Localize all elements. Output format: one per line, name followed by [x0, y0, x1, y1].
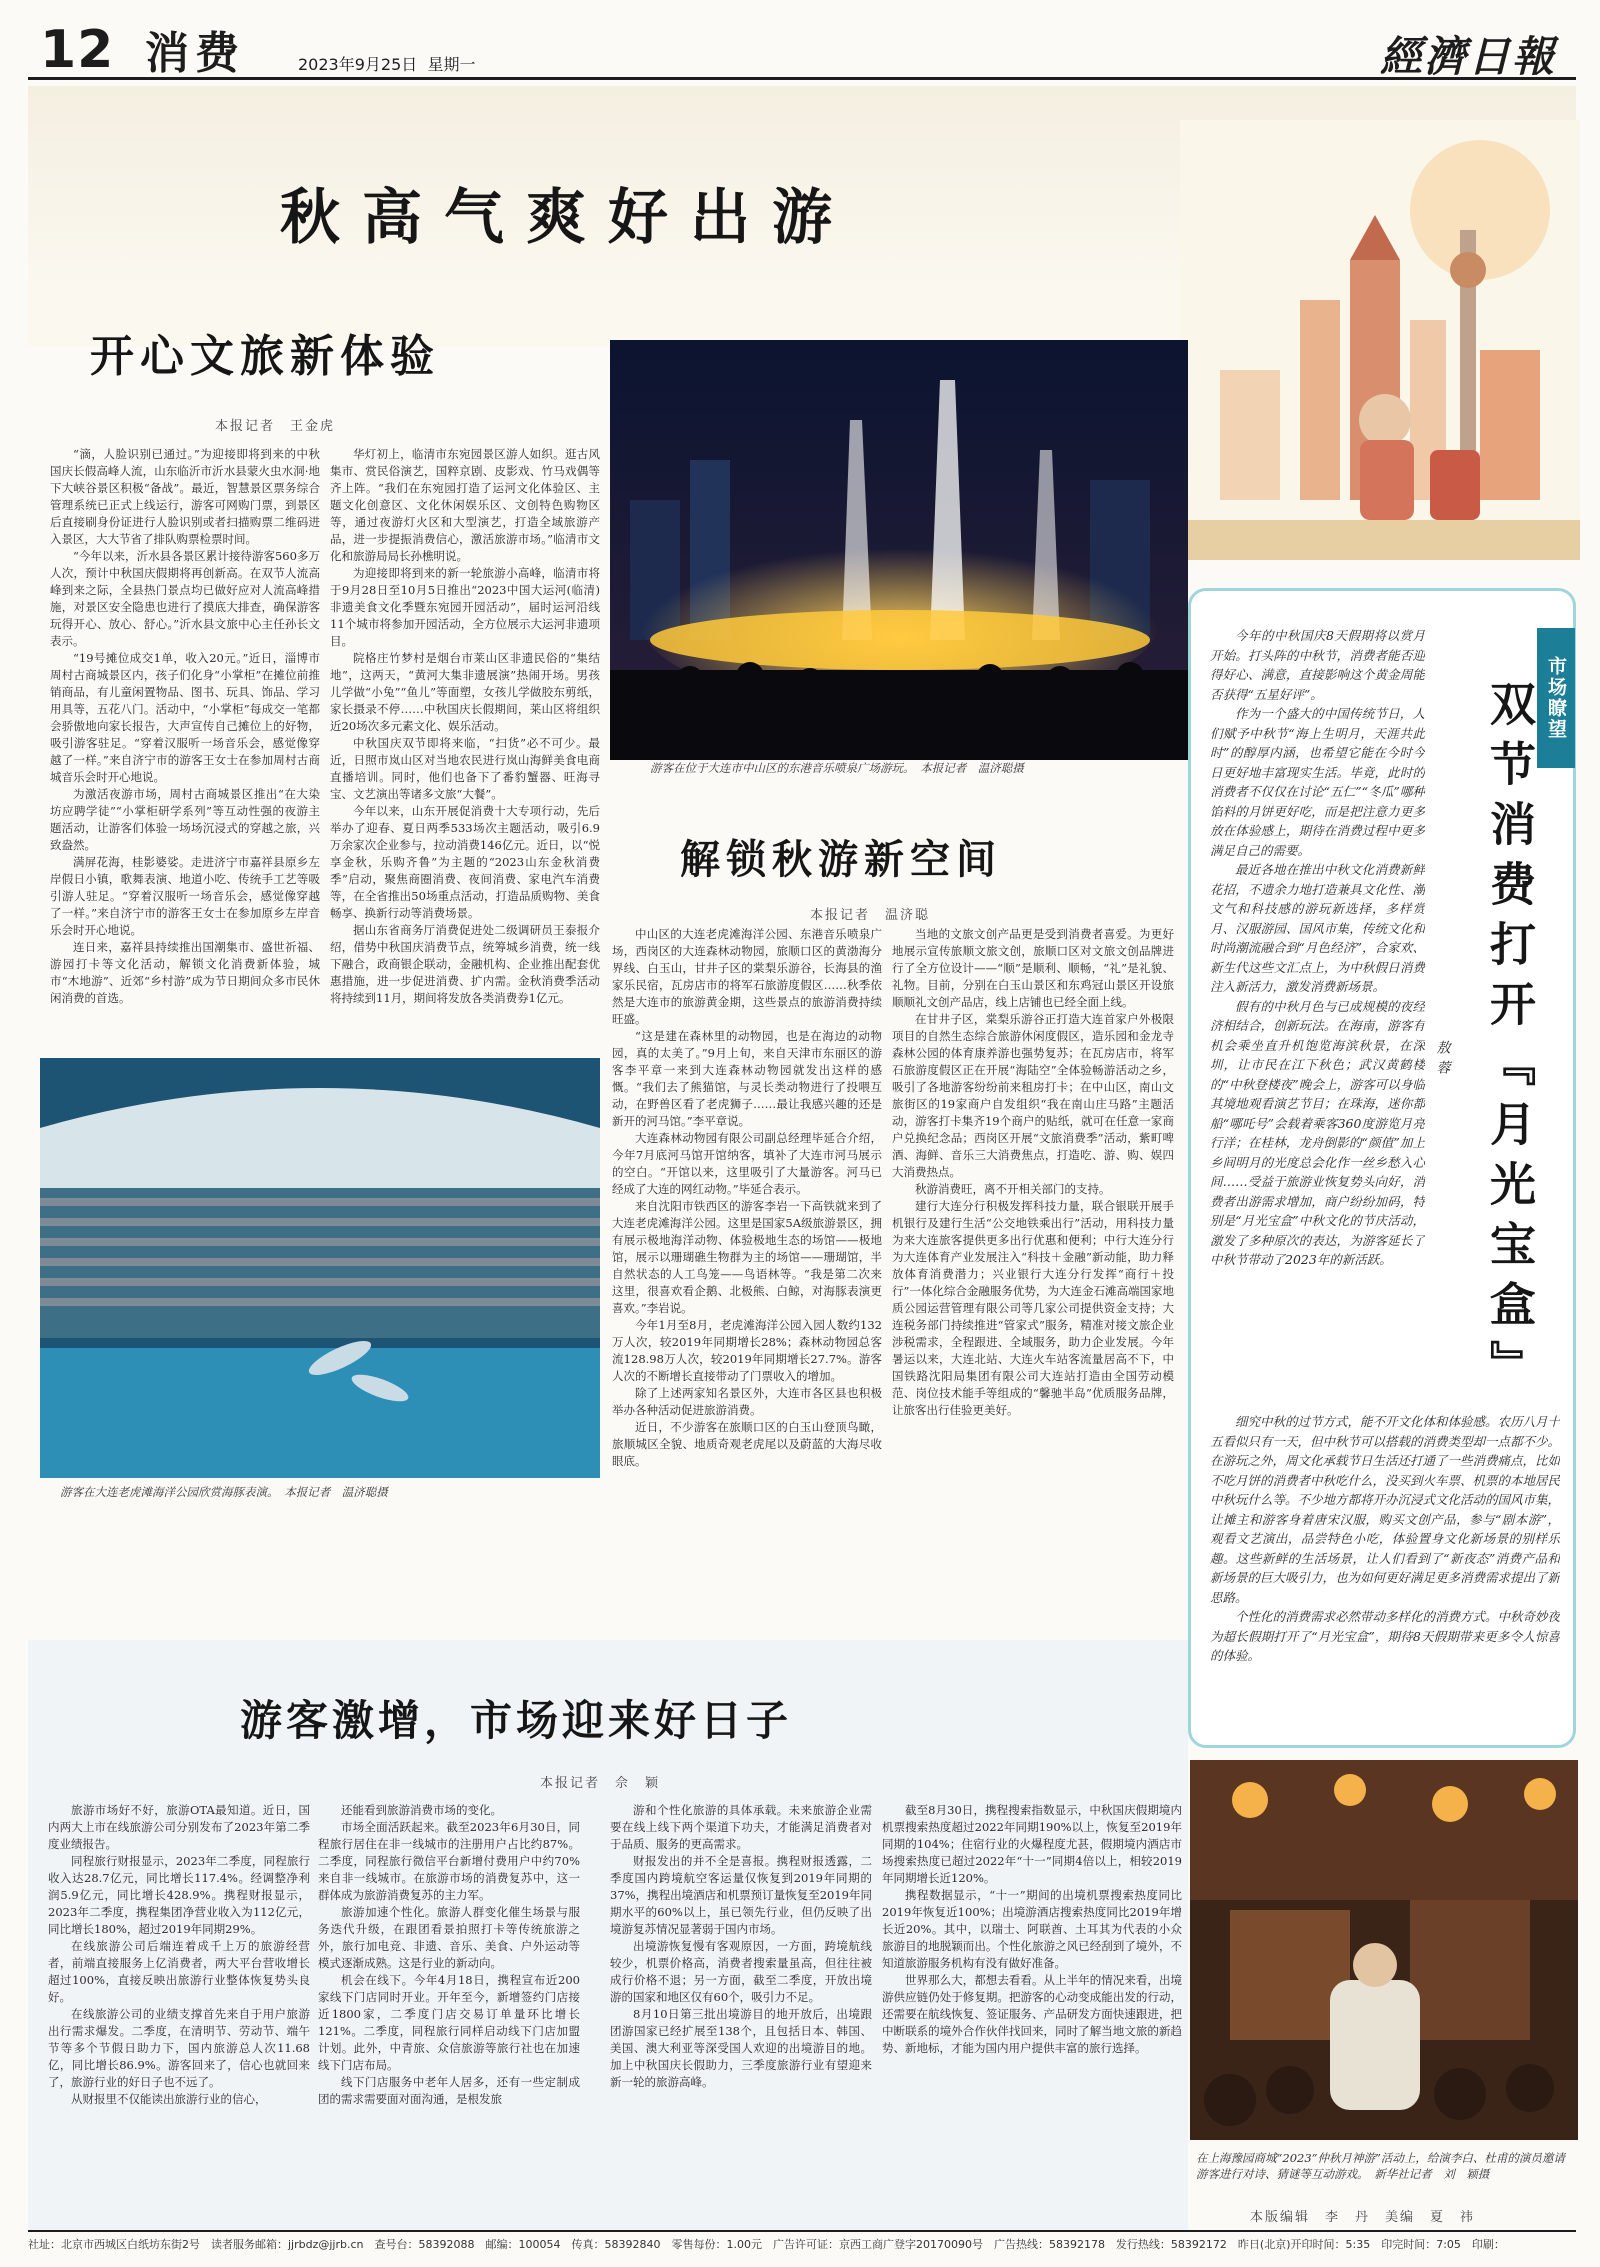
- paragraph: 游和个性化旅游的具体承载。未来旅游企业需要在线上线下两个渠道下功夫，才能满足消费者对于品质、服务的更高需求。: [610, 1803, 872, 1851]
- article2-column-1: [612, 926, 882, 1616]
- commentary-title: 双节消费打开『月光宝盒』: [1483, 680, 1537, 1400]
- dolphin-show-photo: [40, 1058, 600, 1478]
- section-name: 消费: [145, 28, 245, 79]
- page-header: [28, 18, 1576, 80]
- paragraph: 连日来，嘉祥县持续推出国潮集市、盛世祈福、游园打卡等文化活动，解锁文化消费新体验，城市“木地游”、近郊“乡村游”成为节日期间众多市民休闲消费的首选。: [50, 940, 320, 1005]
- paragraph: 个性化的消费需求必然带动多样化的消费方式。中秋奇妙夜为超长假期打开了“月光宝盒”，期待8天假期带来更多令人惊喜的体验。: [1210, 1609, 1560, 1663]
- article3-title: 游客激增，市场迎来好日子: [240, 1696, 793, 1745]
- paragraph: 大连森林动物园有限公司副总经理毕延合介绍，今年7月底河马馆开馆纳客，填补了大连市河马展示的空白。“开馆以来，这里吸引了大量游客。河马已经成了大连的网红动物。”毕延合表示。: [612, 1131, 882, 1196]
- paragraph: 作为一个盛大的中国传统节日，人们赋予中秋节“海上生明月，天涯共此时”的醇厚内涵，也希望它能在今时今日更好地丰富现实生活。毕竟，此时的消费者不仅仅在讨论“五仁”“冬瓜”哪种馅料的月饼更好吃，而是把注意力更多放在体验感上，期待在消费过程中更多满足自己的需要。: [1210, 706, 1425, 858]
- paragraph: 8月10日第三批出境游目的地开放后，出境跟团游国家已经扩展至138个，且包括日本、韩国、美国、澳大利亚等深受国人欢迎的出境游目的地。加上中秋国庆长假助力，三季度旅游行业有望迎来新一轮的旅游高峰。: [610, 2007, 872, 2089]
- page-footer: 社址：北京市西城区白纸坊东街2号 读者服务邮箱：jjrbdz@jjrb.cn 查号台：58392088 邮编：100054 传真：58392840 零售每份：1.00元 广告许可证：京西工商广登字20170090号 广告热线：58392178 发行热线：58392172 昨日(北京)开印时间：5:35 印完时间：7:05 印刷：: [28, 2230, 1576, 2258]
- commentary-author: 敖蓉: [1434, 1040, 1451, 1080]
- paragraph: 截至8月30日，携程搜索指数显示，中秋国庆假期境内机票搜索热度超过2022年同期190%以上，恢复至2019年同期的104%；住宿行业的火爆程度尤甚，假期境内酒店市场搜索热度已超过2022年“十一”同期4倍以上，相较2019年同期增长近120%。: [882, 1803, 1182, 1885]
- paragraph: 中秋国庆双节即将来临，“扫货”必不可少。最近，日照市岚山区对当地农民进行岚山海鲜美食电商直播培训。同时，他们也备下了番豹蟹器、旺海寻宝、文艺演出等诸多文旅“大餐”。: [330, 736, 600, 801]
- paragraph: 华灯初上，临清市东宛园景区游人如织。逛古风集市、赏民俗演艺，国粹京剧、皮影戏、竹马戏偶等齐上阵。“我们在东宛园打造了运河文化体验区、主题文化创意区、文化休闲娱乐区、文创特色购物区等，通过夜游灯火区和大型演艺，打造全域旅游产品，进一步提振消费信心，激活旅游市场。”临清市文化和旅游局局长孙樵明说。: [330, 447, 600, 563]
- paragraph: 今年以来，山东开展促消费十大专项行动，先后举办了迎春、夏日两季533场次主题活动，吸引6.9万余家次企业参与，拉动消费146亿元。近日，以“悦享金秋，乐购齐鲁”为主题的“2023山东金秋消费季”启动，聚焦商圈消费、夜间消费、家电汽车消费等，在全省推出50场重点活动，打造品质购物、美食畅享、换新行动等消费场景。: [330, 804, 600, 920]
- issue-date: [298, 52, 475, 75]
- page-editors: 本版编辑 李 丹 美编 夏 祎: [1250, 2210, 1476, 2225]
- paragraph: 旅游市场好不好，旅游OTA最知道。近日，国内两大上市在线旅游公司分别发布了2023年第二季度业绩报告。: [48, 1803, 310, 1851]
- article3-column-1: [48, 1802, 310, 2222]
- fountain-photo: [610, 340, 1188, 760]
- paragraph: 在线旅游公司的业绩支撑首先来自于用户旅游出行需求爆发。二季度，在清明节、劳动节、端午节等多个节假日助力下，国内旅游总人次11.68亿，同比增长86.9%。游客回来了，信心也就回来了，旅游行业的好日子也不远了。: [48, 2007, 310, 2089]
- paragraph: 院格庄竹梦村是烟台市莱山区非遗民俗的“集结地”，这两天，“黄河大集非遗展演”热闹开场。男孩儿学做“小兔”“鱼儿”等面塑，女孩儿学做胶东剪纸，家长摄录不停……中秋国庆长假期间，莱山区将组织近20场次多元素文化、娱乐活动。: [330, 651, 600, 733]
- paragraph: 中山区的大连老虎滩海洋公园、东港音乐喷泉广场，西岗区的大连森林动物园，旅顺口区的黄渤海分界线、白玉山，甘井子区的棠梨乐游谷，长海县的渔家乐民宿，瓦房店市的将军石旅游度假区……秋季依然是大连市的旅游黄金期，这些景点的旅游消费持续旺盛。: [612, 927, 882, 1026]
- article2-title: 解锁秋游新空间: [680, 836, 1002, 883]
- paragraph: 在线旅游公司后端连着成千上万的旅游经营者，前端直接服务上亿消费者，两大平台营收增长超过100%，直接反映出旅游行业整体恢复势头良好。: [48, 1939, 310, 2004]
- paragraph: “这是建在森林里的动物园，也是在海边的动物园，真的太美了。”9月上旬，来自天津市东丽区的游客李平章一来到大连森林动物园就发出这样的感慨。“我们去了熊猫馆，与灵长类动物进行了投喂互动，在野兽区看了老虎狮子……最让我感兴趣的还是新开的河马馆。”李平章说。: [612, 1029, 882, 1128]
- paragraph: 为激活夜游市场，周村古商城景区推出“在大染坊应聘学徒”“小掌柜研学系列”等互动性强的夜游主题活动，让游客们体验一场场沉浸式的穿越之旅，兴致盎然。: [50, 787, 320, 852]
- paragraph: 出境游恢复慢有客观原因，一方面，跨境航线较少，机票价格高，消费者搜索量虽高，但往往被成行价格不退；另一方面，截至二季度，开放出境游的国家和地区仅有60个，吸引力不足。: [610, 1939, 872, 2004]
- yuyuan-photo-caption: 在上海豫园商城“2023”仲秋月神游”活动上，给演李白、杜甫的演员邀请游客进行对诗、猜谜等互动游戏。 新华社记者 刘 颖摄: [1196, 2151, 1565, 2181]
- column-tag: 市场瞭望: [1537, 628, 1575, 768]
- paragraph: 为迎接即将到来的新一轮旅游小高峰，临清市将于9月28日至10月5日推出“2023中国大运河(临清)非遗美食文化季暨东宛园开园活动”，届时运河沿线11个城市将参加开园活动，全方位展示大运河非遗项目。: [330, 566, 600, 648]
- paragraph: 线下门店服务中老年人居多，还有一些定制成团的需求需要面对面沟通，是根发旅: [318, 2075, 580, 2106]
- commentary-column-top: [1210, 626, 1425, 1406]
- paragraph: 机会在线下。今年4月18日，携程宣布近200家线下门店同时开业。开年至今，新增签约门店接近1800家，二季度门店交易订单量环比增长121%。二季度，同程旅行同样启动线下门店加盟计划。此外，中青旅、众信旅游等旅行社也在加速线下门店布局。: [318, 1973, 580, 2072]
- paragraph: 还能看到旅游消费市场的变化。: [341, 1803, 502, 1817]
- paragraph: 建行大连分行积极发挥科技力量，联合银联开展手机银行及建行生活“公交地铁乘出行”活动，用科技力量为来大连旅客提供更多出行优惠和便利；中行大连分行为大连体育产业发展注入“科技＋金融”新动能，助力释放体育消费潜力；兴业银行大连分行发挥“商行＋投行”一体化综合金融服务优势，为大连金石滩高端国家地质公园运营管理有限公司等几家公司提供资金支持；大连税务部门持续推进“管家式”服务，精准对接文旅企业涉税需求，全程跟进、全域服务，助力企业发展。今年暑运以来，大连北站、大连火车站客流量居高不下，中国铁路沈阳局集团有限公司大连站打造由全国劳动模范、岗位技术能手等组成的“馨驰半岛”优质服务品牌，让旅客出行佳验更美好。: [892, 1199, 1174, 1417]
- paragraph: 满屏花海，桂影婆娑。走进济宁市嘉祥县原乡左岸假日小镇，歌舞表演、地道小吃、传统手工艺等吸引游人驻足。“穿着汉服听一场音乐会，感觉像穿越了一样。”来自济宁市的游客王女士在参加原乡左岸音乐会时开心地说。: [50, 855, 320, 937]
- paragraph: 世界那么大，都想去看看。从上半年的情况来看，出境游供应链仍处于修复期。把游客的心动变成能出发的行动，还需要在航线恢复、签证服务、产品研发方面快速跟进，把中断联系的境外合作伙伴找回来，同时了解当地文旅的新趋势、新地标，才能为国内用户提供丰富的旅行选择。: [882, 1973, 1182, 2055]
- fountain-photo-caption: 游客在位于大连市中山区的东港音乐喷泉广场游玩。 本报记者 温济聪摄: [650, 761, 1024, 775]
- paragraph: 携程数据显示，“十一”期间的出境机票搜索热度同比2019年恢复近100%；出境游酒店搜索热度同比2019年增长近20%。其中，以瑞士、阿联酋、土耳其为代表的小众旅游目的地脱颖而出。个性化旅游之风已经刮到了境外，不知道旅游服务机构有没有做好准备。: [882, 1888, 1182, 1970]
- article3-column-3: [610, 1802, 872, 2222]
- paragraph: “19号摊位成交1单，收入20元。”近日，淄博市周村古商城景区内，孩子们化身“小掌柜”在摊位前推销商品，有儿童闲置物品、图书、玩具、饰品、学习用具等，五花八门。活动中，“小掌柜”每成交一笔都会骄傲地向家长报告，大声宣传自己摊位上的好物，吸引游客驻足。“穿着汉服听一场音乐会，感觉像穿越了一样。”来自济宁市的游客王女士在参加周村古商城音乐会时开心地说。: [50, 651, 320, 784]
- paragraph: 近日，不少游客在旅顺口区的白玉山登顶鸟瞰，旅顺城区全貌、地质奇观老虎尾以及蔚蓝的大海尽收眼底。: [612, 1420, 882, 1468]
- article1-column-2: [330, 446, 600, 1046]
- paragraph: 除了上述两家知名景区外，大连市各区县也积极举办各种活动促进旅游消费。: [612, 1386, 882, 1417]
- article1-byline: 本报记者 王金虎: [215, 419, 336, 434]
- page-number: 12: [40, 20, 115, 80]
- article2-byline: 本报记者 温济聪: [810, 908, 931, 923]
- newspaper-logo: 經濟日報: [1380, 32, 1557, 81]
- article1-title: 开心文旅新体验: [90, 331, 440, 382]
- paragraph: “滴，人脸识别已通过。”为迎接即将到来的中秋国庆长假高峰人流，山东临沂市沂水县蒙火虫水洞·地下大峡谷景区积极“备战”。最近，智慧景区票务综合管理系统已正式上线运行，游客可网购门票，到景区后直接刷身份证进行人脸识别或者扫描购票二维码进入景区，大大节省了排队购票检票时间。: [50, 447, 320, 546]
- paragraph: 今年1月至8月，老虎滩海洋公园入园人数约132万人次，较2019年同期增长28%；森林动物园总客流128.98万人次，较2019年同期增长27.7%。游客人次的不断增长直接带动了门票收入的增加。: [612, 1318, 882, 1383]
- article3-column-4: [882, 1802, 1182, 2222]
- date-text: 2023年9月25日: [298, 55, 418, 74]
- article3-column-2: [318, 1802, 580, 2222]
- article1-column-1: [50, 446, 320, 1046]
- masthead-title: 秋高气爽好出游: [280, 183, 854, 253]
- paragraph: 据山东省商务厅消费促进处二级调研员王泰报介绍，借势中秋国庆消费节点，统筹城乡消费，统一线下融合，政商银企联动，金融机构、企业推出配套优惠措施，进一步促进消费、扩内需。金秋消费季活动将持续到11月，期间将发放各类消费券1亿元。: [330, 923, 600, 1005]
- paragraph: 最近各地在推出中秋文化消费新鲜花招，不遗余力地打造兼具文化性、潮文气和科技感的游玩新选择，多样赏月、汉服游园、国风市集，传统文化和时尚潮流融合到“月色经济”，合家欢、新生代这些文汇点上，为中秋假日消费注入新活力，激发消费新场景。: [1210, 862, 1425, 994]
- paragraph: 今年的中秋国庆8天假期将以赏月开始。打头阵的中秋节，消费者能否迎得好心、满意，直接影响这个黄金周能否获得“五星好评”。: [1210, 628, 1425, 702]
- dolphin-photo-caption: 游客在大连老虎滩海洋公园欣赏海豚表演。 本报记者 温济聪摄: [60, 1485, 388, 1499]
- yuyuan-event-photo: [1190, 1760, 1578, 2140]
- paragraph: 旅游加速个性化。旅游人群变化催生场景与服务迭代升级，在跟团看景拍照打卡等传统旅游之外，旅行加电竞、非遗、音乐、美食、户外运动等模式逐渐成熟。这是行业的新动向。: [318, 1905, 580, 1970]
- paragraph: 财报发出的并不全是喜报。携程财报透露，二季度国内跨境航空客运量仅恢复到2019年同期的37%，携程出境酒店和机票预订量恢复至2019年同期水平的60%以上，虽已领先行业，但仍反映了出境游复苏情况显著弱于国内市场。: [610, 1854, 872, 1936]
- paragraph: 从财报里不仅能读出旅游行业的信心，: [71, 2092, 267, 2106]
- commentary-column-bottom: [1210, 1412, 1560, 1732]
- paragraph: “今年以来，沂水县各景区累计接待游客560多万人次，预计中秋国庆假期将再创新高。在双节人流高峰到来之际，全县热门景点均已做好应对人流高峰措施，对景区安全隐患也进行了摸底大排查，确保游客玩得开心、放心、舒心。”沂水县文旅中心主任孙长文表示。: [50, 549, 320, 648]
- paragraph: 来自沈阳市铁西区的游客李岩一下高铁就来到了大连老虎滩海洋公园。这里是国家5A级旅游景区，拥有展示极地海洋动物、体验极地生态的场馆——极地馆，展示以珊瑚礁生物群为主的场馆——珊瑚馆，半自然状态的人工鸟笼——鸟语林等。“我是第二次来这里，很喜欢看企鹅、北极熊、白鲸，对海豚表演更喜欢。”李岩说。: [612, 1199, 882, 1315]
- paragraph: 细究中秋的过节方式，能不开文化体和体验感。农历八月十五看似只有一天，但中秋节可以搭载的消费类型却一点都不少。在游玩之外，周文化承载节日生活还打通了一些消费痛点，比如不吃月饼的消费者中秋吃什么，没买到火车票、机票的本地居民中秋玩什么等。不少地方都将开办沉浸式文化活动的国风市集，让摊主和游客身着唐宋汉服，购买文创产品，参与“剧本游”，观看文艺演出，品尝特色小吃，体验置身文化新场景的别样乐趣。这些新鲜的生活场景，让人们看到了“新夜态”消费产品和新场景的巨大吸引力，也为如何更好满足更多消费需求提出了新思路。: [1210, 1414, 1560, 1605]
- article3-byline: 本报记者 佘 颖: [540, 1776, 661, 1791]
- weekday-text: 星期一: [427, 55, 476, 74]
- paragraph: 在甘井子区，棠梨乐游谷正打造大连首家户外极限项目的自然生态综合旅游休闲度假区，造乐园和金龙寺森林公园的体育康养游也强势复苏；在瓦房店市，将军石旅游度假区正在开展“海陆空”全体验畅游活动之乡，吸引了各地游客纷纷前来租房打卡；在中山区，南山文旅街区的19家商户自发组织“我在南山庄马路”主题活动，游客打卡集齐19个商户的贴纸，就可在任意一家商户兑换纪念品；西岗区开展“文旅消费季”活动，紫町啤酒、海鲜、音乐三大消费焦点，打造吃、游、购、娱四大消费热点。: [892, 1012, 1174, 1179]
- paragraph: 假有的中秋月色与已成规模的夜经济相结合，创新玩法。在海南，游客有机会乘坐直升机饱览海滨秋景，在深圳，让市民在江下秋色；武汉黄鹤楼的“中秋登楼夜”晚会上，游客可以身临其境地观看演艺节目；在珠海，迷你都船“哪吒号”会载着乘客360度游览月亮行洋；在桂林，龙舟倒影的“颜值”加上乡间明月的光度总会化作一丝乡愁入心间……受益于旅游业恢复势头向好，消费者出游需求增加，商户纷纷加码，特别是“月光宝盒”中秋文化的节庆活动，激发了多种原次的表达，为游客延长了中秋节带动了2023年的新活跃。: [1210, 998, 1425, 1267]
- paragraph: 秋游消费旺，离不开相关部门的支持。: [915, 1182, 1111, 1196]
- paragraph: 同程旅行财报显示，2023年二季度，同程旅行收入达28.7亿元，同比增长117.4%。经调整净利润5.9亿元，同比增长428.9%。携程财报显示，2023年二季度，携程集团净营业收入为112亿元，同比增长180%，超过2019年同期29%。: [48, 1854, 310, 1936]
- paragraph: 市场全面活跃起来。截至2023年6月30日，同程旅行居住在非一线城市的注册用户占比约87%。二季度，同程旅行微信平台新增付费用户中约70%来自非一线城市。在旅游市场的消费复苏中，这一群体成为旅游消费复苏的主力军。: [318, 1820, 580, 1902]
- travel-illustration: [1180, 120, 1580, 560]
- article2-column-2: [892, 926, 1174, 1616]
- paragraph: 当地的文旅文创产品更是受到消费者喜爱。为更好地展示宣传旅顺文旅文创，旅顺口区对文旅文创品牌进行了全方位设计——“顺”是顺利、顺畅，“礼”是礼貌、礼物。目前，分别在白玉山景区和东鸡冠山景区开设旅顺顺礼文创产品店，线上店铺也已经全面上线。: [892, 927, 1174, 1009]
